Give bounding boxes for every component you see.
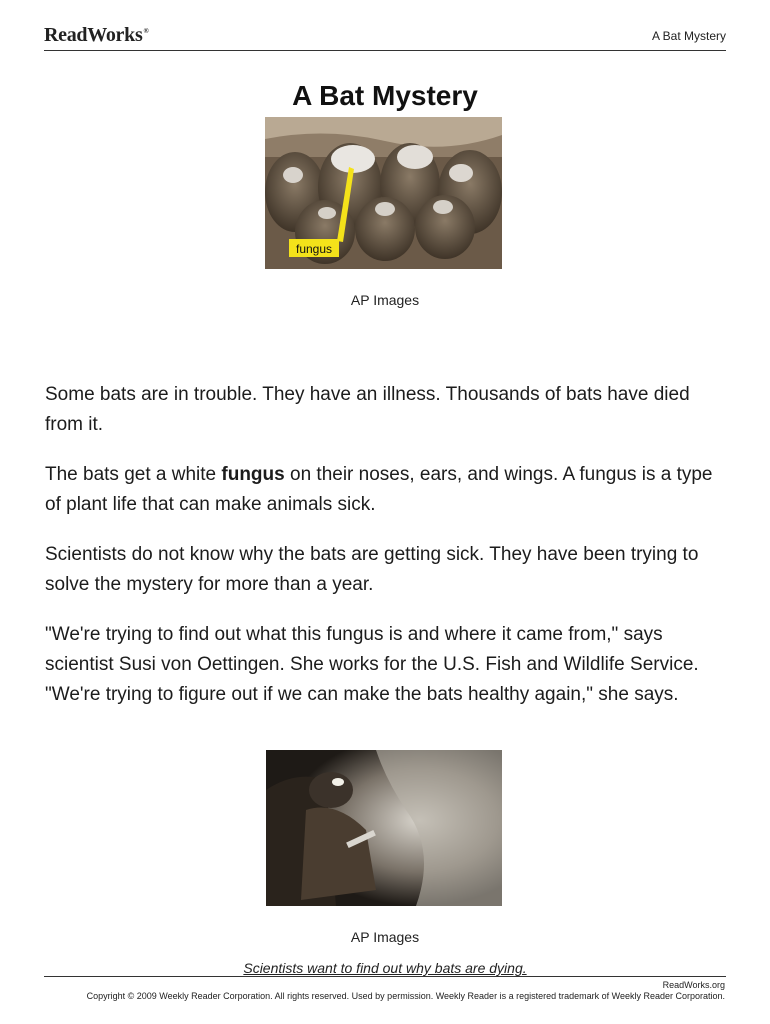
header-doc-title: A Bat Mystery — [651, 29, 726, 43]
paragraph-3: Scientists do not know why the bats are getting sick. They have been trying to solve the mystery for more than a year. — [45, 544, 699, 595]
article-body — [45, 380, 725, 730]
fungus-term: fungus — [221, 464, 285, 485]
fungus-label: fungus — [295, 242, 333, 256]
paragraph-1: Some bats are in trouble. They have an illness. Thousands of bats have died from it. — [45, 384, 690, 435]
photo1-credit: AP Images — [350, 292, 420, 308]
photo2-caption: Scientists want to find out why bats are dying. — [243, 960, 527, 976]
paragraph-2: The bats get a white fungus on their noses, ears, and wings. A fungus is a type of plant life that can make animals sick. — [45, 464, 713, 515]
footer-divider — [44, 976, 726, 977]
scientist-cave-photo — [266, 750, 502, 906]
page-title: A Bat Mystery — [292, 80, 478, 111]
bats-fungus-photo — [265, 117, 502, 269]
footer-copyright: Copyright © 2009 Weekly Reader Corporation. All rights reserved. Used by permission. Weekly Reader is a registered trademark of Weekly Reader Corporation. — [86, 991, 725, 1001]
footer-site: ReadWorks.org — [662, 980, 725, 990]
readworks-logo: ReadWorks® — [44, 24, 149, 46]
paragraph-4: "We're trying to find out what this fungus is and where it came from," says scientist Susi von Oettingen. She works for the U.S. Fish and Wildlife Service. "We're trying to figure out if we can make the bats healthy again," she says. — [45, 624, 699, 705]
page-header — [44, 24, 726, 51]
photo2-credit: AP Images — [350, 929, 420, 945]
